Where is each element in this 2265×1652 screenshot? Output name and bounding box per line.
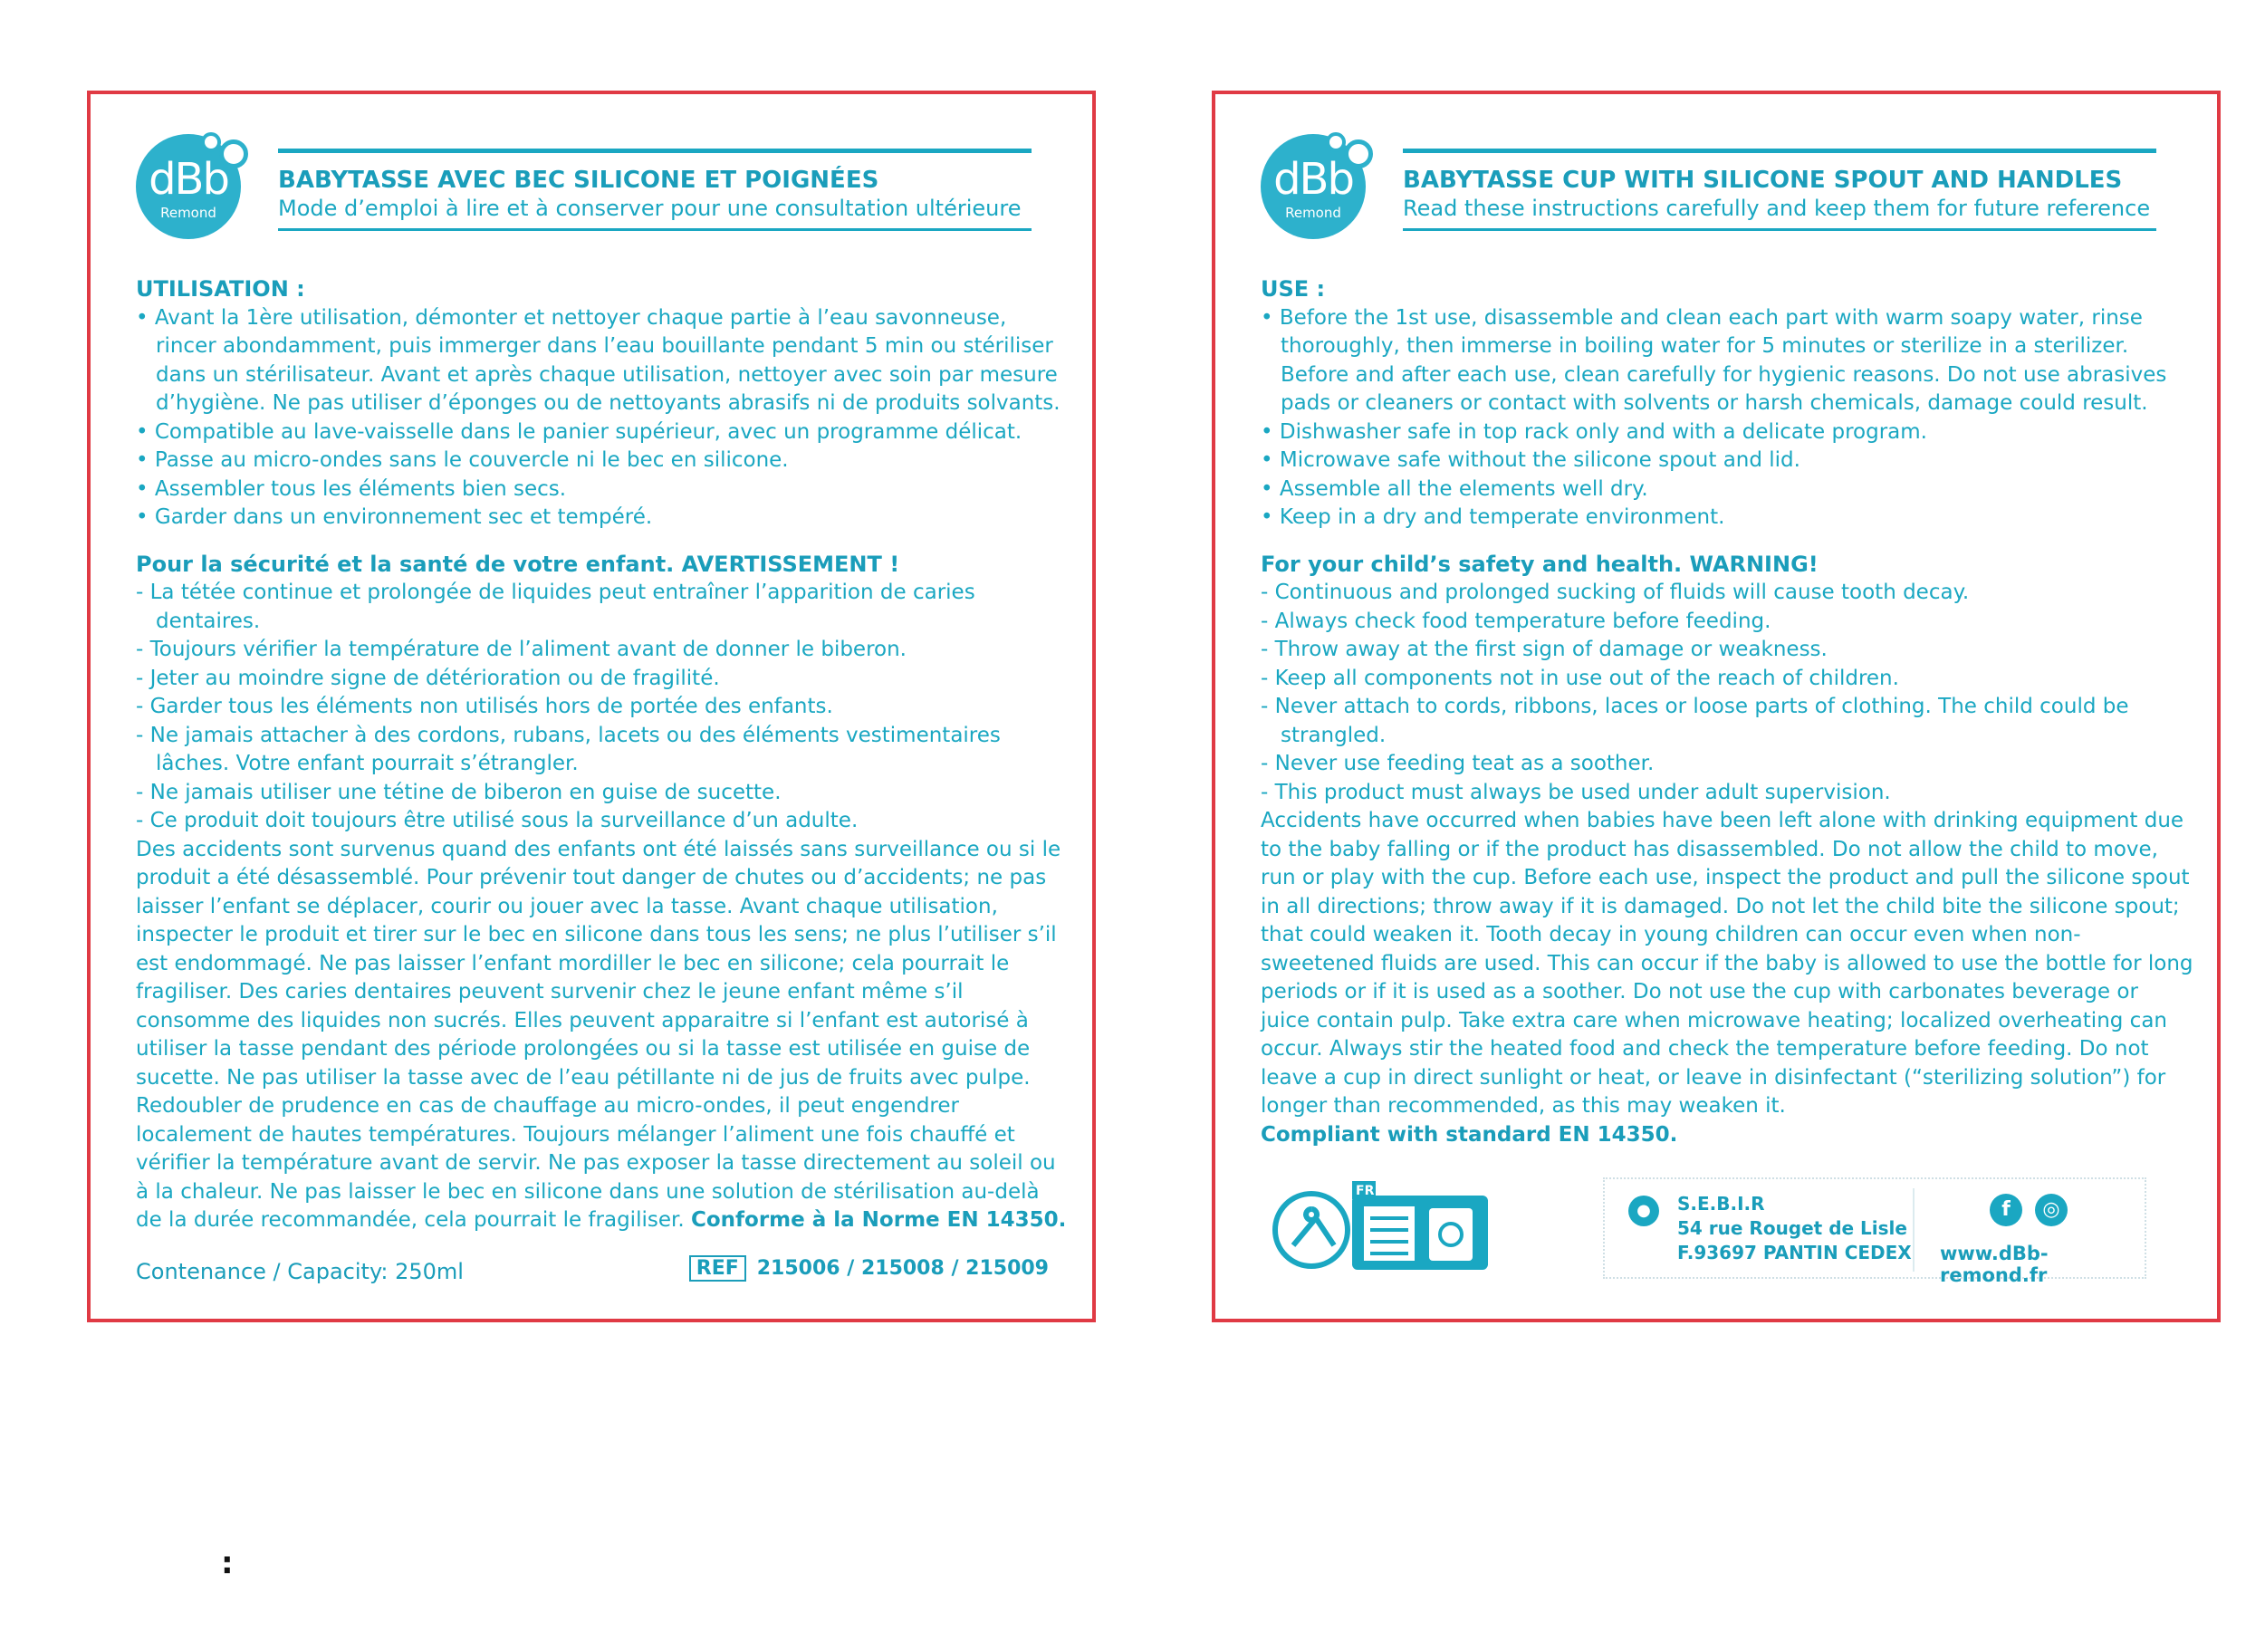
ref-badge: REF [689,1255,746,1282]
list-item: • Avant la 1ère utilisation, démonter et nettoyer chaque partie à l’eau savonneuse, rincer abondamment, puis immerger dans l’eau bouillante pendant 5 min ou stériliser dans un stérilisateur. Avant et après chaque utilisation, nettoyer avec soin par mesure d’hygiène. Ne pas utiliser d’éponges ou de nettoyants abrasifs ni de produits solvants. [136,305,1061,415]
label-panel-french [87,91,1096,1322]
product-title: BABYTASSE CUP WITH SILICONE SPOUT AND HANDLES [1403,167,2123,194]
list-item: - This product must always be used under adult supervision. [1261,780,1891,804]
instagram-icon: ◎ [2035,1194,2068,1226]
instructions-body [136,275,1069,1235]
location-pin-icon: ● [1628,1196,1659,1226]
usage-heading: UTILISATION : [136,276,305,302]
norm-compliance: Conforme à la Norme EN 14350. [690,1208,1067,1232]
warning-paragraph: Accidents have occurred when babies have been left alone with drinking equipment due to the baby falling or if the product has disassembled. Do not allow the child to move, run or play with the cup. Before each use, inspect the product and pull the silicone spout in all directions; throw away if it is damaged. Do not let the child bite the silicone spout; that could weaken it. Tooth decay in young children can occur even when non-sweetened fluids are used. This can occur if the baby is allowed to use the bottle for long periods or if it is used as a soother. Do not use the cup with carbonates beverage or juice contain pulp. Take extra care when microwave heating; localized overheating can occur. Always stir the heated food and check the temperature before feeding. Do not leave a cup in direct sunlight or heat, or leave in disinfectant (“sterilizing solution”) for longer than recommended, as this may weaken it. [1261,809,2193,1118]
list-item: • Dishwasher safe in top rack only and with a delicate program. [1261,419,1927,444]
social-icons [1990,1194,2068,1226]
list-item: - Ce produit doit toujours être utilisé sous la surveillance d’un adulte. [136,809,859,832]
ref-values: 215006 / 215008 / 215009 [756,1257,1049,1280]
list-item: • Microwave safe without the silicone spout and lid. [1261,448,1800,472]
list-item: - Ne jamais attacher à des cordons, rubans, lacets ou des éléments vestimentaires lâches. Votre enfant pourrait s’étrangler. [136,723,1001,775]
safety-list [1261,579,2193,807]
list-item: • Compatible au lave-vaisselle dans le panier supérieur, avec un programme délicat. [136,419,1022,444]
dbb-remond-logo: dBb Remond [136,134,241,239]
list-item: • Garder dans un environnement sec et tempéré. [136,505,653,529]
product-title: BABYTASSE AVEC BEC SILICONE ET POIGNÉES [278,167,879,194]
label-panel-english [1212,91,2221,1322]
list-item: - Never use feeding teat as a soother. [1261,752,1655,775]
list-item: - Never attach to cords, ribbons, laces or loose parts of clothing. The child could be strangled. [1261,695,2129,747]
list-item: • Assemble all the elements well dry. [1261,476,1648,501]
list-item: - Always check food temperature before feeding. [1261,609,1771,633]
instructions-body [1261,275,2193,1149]
list-item: • Before the 1st use, disassemble and clean each part with warm soapy water, rinse thoroughly, then immerse in boiling water for 5 minutes or sterilize in a sterilizer. Before and after each use, clean carefully for hygienic reasons. Do not use abrasives pads or cleaners or contact with solvents or harsh chemicals, damage could result. [1261,305,2167,415]
usage-heading: USE : [1261,276,1326,302]
triman-logo-icon [1352,1181,1488,1270]
list-item: - Throw away at the first sign of damage or weakness. [1261,638,1828,661]
list-item: - La tétée continue et prolongée de liquides peut entraîner l’apparition de caries dentaires. [136,581,975,633]
norm-compliance: Compliant with standard EN 14350. [1261,1122,1678,1147]
list-item: - Jeter au moindre signe de détérioration ou de fragilité. [136,666,720,690]
capacity-label: Contenance / Capacity: 250ml [136,1259,464,1284]
header-rule-bottom [278,228,1032,231]
list-item: • Assembler tous les éléments bien secs. [136,476,567,501]
warning-paragraph: Des accidents sont survenus quand des enfants ont été laissés sans surveillance ou si le produit a été désassemblé. Pour prévenir tout danger de chutes ou d’accidents; ne pas laisser l’enfant se déplacer, courir ou jouer avec la tasse. Avant chaque utilisation, inspecter le produit et tirer sur le bec en silicone dans tous les sens; ne plus l’utiliser s’il est endommagé. Ne pas laisser l’enfant mordiller le bec en silicone; cela pourrait le fragiliser. Des caries dentaires peuvent survenir chez le jeune enfant même s’il consomme des liquides non sucrés. Elles peuvent apparaitre si l’enfant est autorisé à utiliser la tasse pendant des période prolongées ou si la tasse est utilisée en guise de sucette. Ne pas utiliser la tasse avec de l’eau pétillante ni de jus de fruits avec pulpe. Redoubler de prudence en cas de chauffage au micro-ondes, il peut engendrer localement de hautes températures. Toujours mélanger l’aliment une fois chauffé et vérifier la température avant de servir. Ne pas exposer la tasse directement au soleil ou à la chaleur. Ne pas laisser le bec en silicone dans une solution de stérilisation au-delà de la durée recommandée, cela pourrait le fragiliser. Conforme à la Norme EN 14350. [136,837,1067,1232]
safety-heading: For your child’s safety and health. WARNING! [1261,551,1819,577]
contact-info [1603,1177,2146,1286]
list-item: - Toujours vérifier la température de l’aliment avant de donner le biberon. [136,638,907,661]
safety-heading: Pour la sécurité et la santé de votre enfant. AVERTISSEMENT ! [136,551,900,577]
safety-list [136,579,1069,836]
usage-list [1261,304,2193,533]
facebook-icon: f [1990,1194,2022,1226]
header-rule-top [1403,149,2156,153]
reference-codes [689,1255,1049,1282]
website-url: www.dBb-remond.fr [1940,1243,2049,1286]
dbb-remond-logo: dBb Remond [1261,134,1366,239]
header-rule-top [278,149,1032,153]
header-rule-bottom [1403,228,2156,231]
product-subtitle: Read these instructions carefully and keep them for future reference [1403,196,2151,221]
recycling-icons [1266,1177,1492,1277]
tidyman-icon [1275,1194,1348,1266]
list-item: - Garder tous les éléments non utilisés hors de portée des enfants. [136,695,833,718]
company-address: S.E.B.I.R 54 rue Rouget de Lisle F.93697 PANTIN CEDEX [1677,1193,1912,1263]
list-item: - Continuous and prolonged sucking of fluids will cause tooth decay. [1261,581,1970,604]
list-item: • Passe au micro-ondes sans le couvercle ni le bec en silicone. [136,448,789,472]
stray-mark: : [221,1545,234,1581]
list-item: - Keep all components not in use out of the reach of children. [1261,666,1899,690]
svg-text:FR: FR [1356,1184,1375,1198]
usage-list [136,304,1069,533]
list-item: • Keep in a dry and temperate environment. [1261,505,1725,529]
product-subtitle: Mode d’emploi à lire et à conserver pour une consultation ultérieure [278,196,1022,221]
list-item: - Ne jamais utiliser une tétine de biberon en guise de sucette. [136,780,782,804]
